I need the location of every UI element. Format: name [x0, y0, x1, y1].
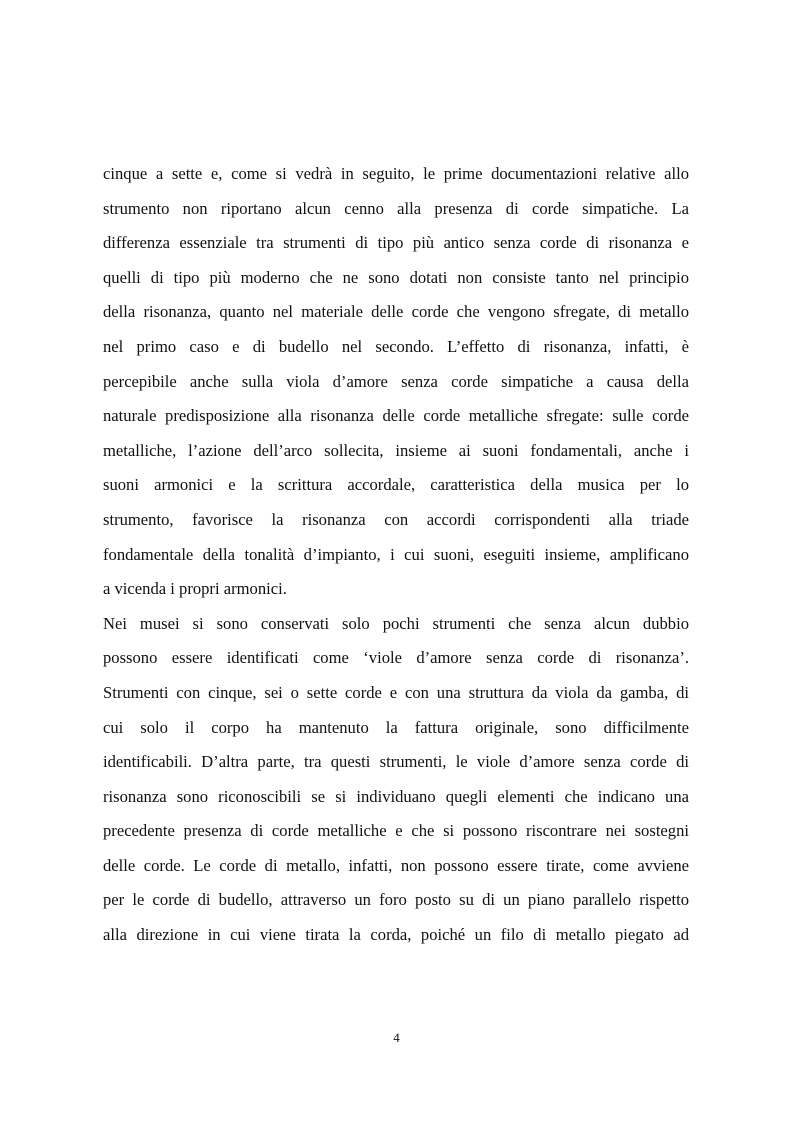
text-line: strumento, favorisce la risonanza con accordi corrispondenti alla triade: [103, 509, 689, 529]
text-line: quelli di tipo più moderno che ne sono dotati non consiste tanto nel principio: [103, 267, 689, 287]
text-line: strumento non riportano alcun cenno alla presenza di corde simpatiche. La: [103, 198, 689, 218]
text-line: delle corde. Le corde di metallo, infatti, non possono essere tirate, come avviene: [103, 855, 689, 875]
paragraph-2: [103, 607, 689, 953]
text-line: fondamentale della tonalità d’impianto, i cui suoni, eseguiti insieme, amplificano: [103, 544, 689, 564]
text-line: differenza essenziale tra strumenti di tipo più antico senza corde di risonanza e: [103, 233, 689, 253]
text-line: Nei musei si sono conservati solo pochi strumenti che senza alcun dubbio: [103, 613, 689, 633]
text-line: nel primo caso e di budello nel secondo. L’effetto di risonanza, infatti, è: [103, 336, 689, 356]
text-line: cinque a sette e, come si vedrà in seguito, le prime documentazioni relative allo: [103, 164, 689, 183]
text-line: a vicenda i propri armonici.: [103, 579, 287, 599]
text-line: risonanza sono riconoscibili se si individuano quegli elementi che indicano una: [103, 786, 689, 806]
paragraph-1: [103, 157, 689, 607]
text-line: naturale predisposizione alla risonanza delle corde metalliche sfregate: sulle corde: [103, 406, 689, 426]
body-text: [103, 157, 689, 953]
text-line: metalliche, l’azione dell’arco sollecita, insieme ai suoni fondamentali, anche i: [103, 440, 689, 460]
text-line: percepibile anche sulla viola d’amore senza corde simpatiche a causa della: [103, 371, 689, 391]
text-line: alla direzione in cui viene tirata la corda, poiché un filo di metallo piegato ad: [103, 925, 689, 945]
text-line: della risonanza, quanto nel materiale delle corde che vengono sfregate, di metallo: [103, 302, 689, 322]
text-line: per le corde di budello, attraverso un foro posto su di un piano parallelo rispetto: [103, 890, 689, 910]
page-number: 4: [393, 1030, 400, 1045]
text-line: precedente presenza di corde metalliche e che si possono riscontrare nei sostegni: [103, 821, 689, 841]
text-line: identificabili. D’altra parte, tra questi strumenti, le viole d’amore senza corde di: [103, 752, 689, 772]
text-line: possono essere identificati come ‘viole d’amore senza corde di risonanza’.: [103, 648, 689, 668]
text-line: suoni armonici e la scrittura accordale, caratteristica della musica per lo: [103, 475, 689, 495]
text-line: Strumenti con cinque, sei o sette corde e con una struttura da viola da gamba, di: [103, 682, 689, 702]
text-line: cui solo il corpo ha mantenuto la fattura originale, sono difficilmente: [103, 717, 689, 737]
